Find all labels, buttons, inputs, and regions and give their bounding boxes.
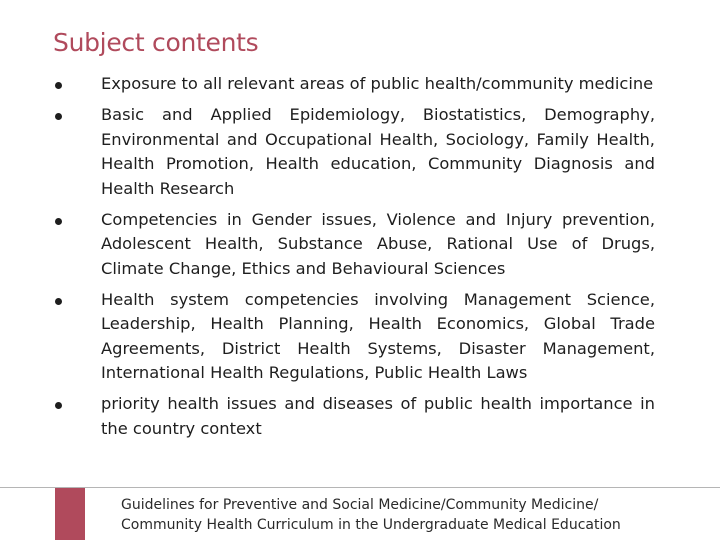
page-title: Subject contents xyxy=(53,28,259,57)
bullet-text: Health system competencies involving Management Science, Leadership, Health Planning, Health Economics, Global Trade Agreements, District Health Systems, Disaster Management, International Health Regulations, Public Health Laws xyxy=(101,289,655,382)
footer-divider xyxy=(0,487,720,488)
bullet-icon xyxy=(55,113,62,120)
footer-line-2: Community Health Curriculum in the Undergraduate Medical Education xyxy=(121,517,621,533)
list-item xyxy=(55,288,655,386)
list-item xyxy=(55,103,655,201)
list-item xyxy=(55,392,655,441)
footer-caption xyxy=(121,495,621,535)
bullet-icon xyxy=(55,82,62,89)
bullet-icon xyxy=(55,218,62,225)
bullet-text: Basic and Applied Epidemiology, Biostatistics, Demography, Environmental and Occupational Health, Sociology, Family Health, Health Promotion, Health education, Community Diagnosis and Health Research xyxy=(101,105,655,198)
bullet-text: priority health issues and diseases of public health importance in the country context xyxy=(101,394,655,438)
bullet-text: Exposure to all relevant areas of public health/community medicine xyxy=(101,74,654,93)
list-item xyxy=(55,72,655,97)
bullet-icon xyxy=(55,298,62,305)
footer-accent-bar xyxy=(55,488,85,540)
footer-line-1: Guidelines for Preventive and Social Medicine/Community Medicine/ xyxy=(121,497,599,513)
subject-contents-list xyxy=(55,72,655,448)
bullet-text: Competencies in Gender issues, Violence and Injury prevention, Adolescent Health, Substance Abuse, Rational Use of Drugs, Climate Change, Ethics and Behavioural Sciences xyxy=(101,209,655,278)
bullet-icon xyxy=(55,402,62,409)
list-item xyxy=(55,208,655,282)
